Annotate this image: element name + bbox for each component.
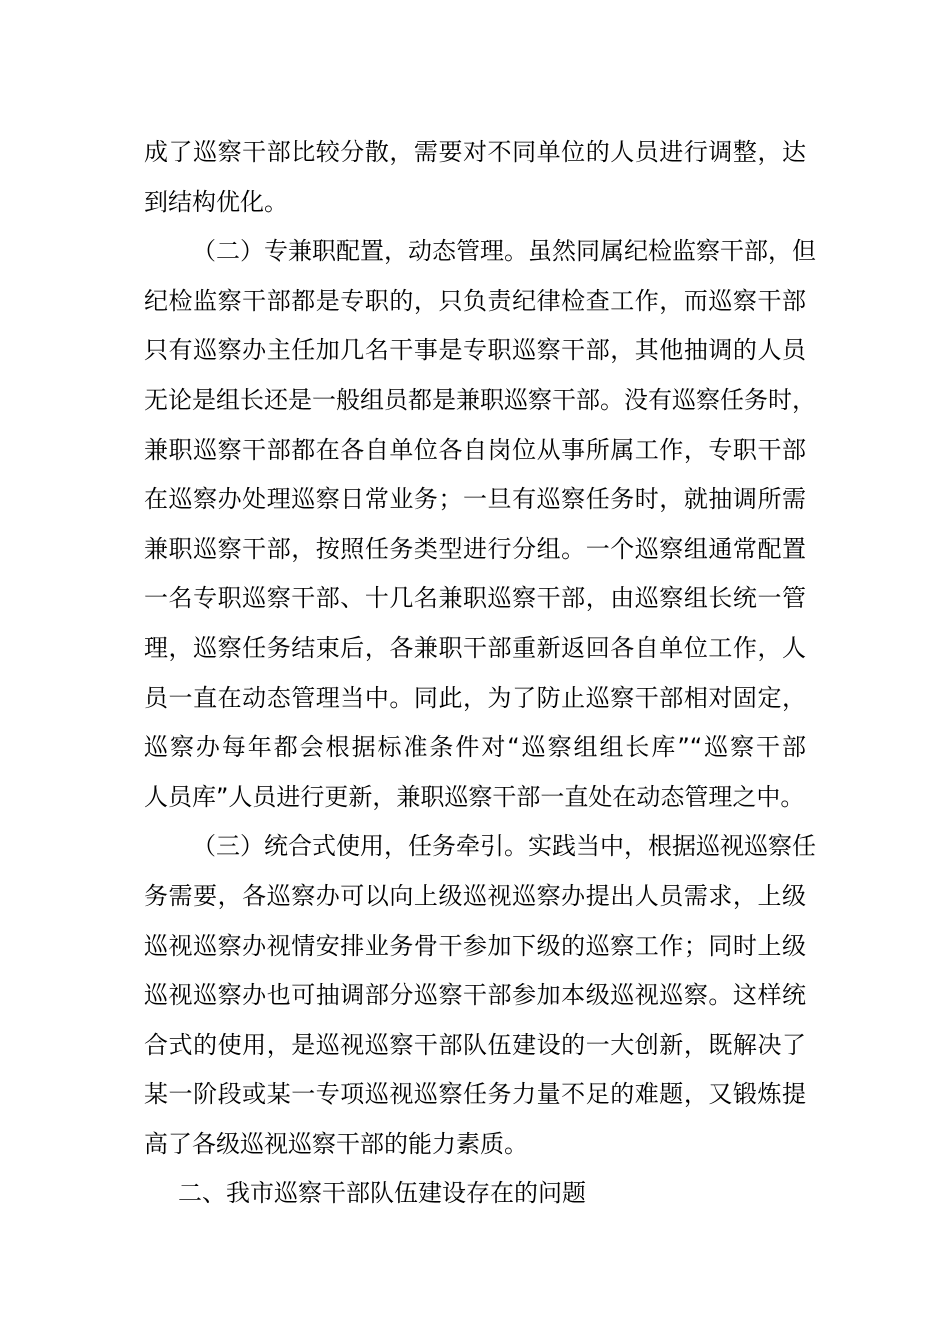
text-line: 巡察办每年都会根据标准条件对“巡察组组长库”“巡察干部 xyxy=(144,733,806,762)
text-line: 某一阶段或某一专项巡视巡察任务力量不足的难题，又锻炼提 xyxy=(144,1080,806,1109)
text-line: 兼职巡察干部都在各自单位各自岗位从事所属工作，专职干部 xyxy=(144,435,806,464)
text-line: 合式的使用，是巡视巡察干部队伍建设的一大创新，既解决了 xyxy=(144,1030,806,1059)
section-heading: 二、我市巡察干部队伍建设存在的问题 xyxy=(178,1179,586,1208)
text-line: 成了巡察干部比较分散，需要对不同单位的人员进行调整，达 xyxy=(144,138,806,166)
text-line: 务需要，各巡察办可以向上级巡视巡察办提出人员需求，上级 xyxy=(144,881,806,910)
text-line: 只有巡察办主任加几名干事是专职巡察干部，其他抽调的人员 xyxy=(144,336,806,365)
text-line: 到结构优化。 xyxy=(144,187,288,216)
text-line: 纪检监察干部都是专职的，只负责纪律检查工作，而巡察干部 xyxy=(144,286,806,315)
paragraph-start-line: （二）专兼职配置，动态管理。虽然同属纪检监察干部，但 xyxy=(192,237,816,266)
document-body xyxy=(144,128,816,1219)
text-line: 高了各级巡视巡察干部的能力素质。 xyxy=(144,1129,528,1158)
text-line: 在巡察办处理巡察日常业务；一旦有巡察任务时，就抽调所需 xyxy=(144,485,806,514)
text-line: 员一直在动态管理当中。同此，为了防止巡察干部相对固定， xyxy=(144,683,806,712)
text-line: 巡视巡察办视情安排业务骨干参加下级的巡察工作；同时上级 xyxy=(144,931,806,960)
text-line: 一名专职巡察干部、十几名兼职巡察干部，由巡察组长统一管 xyxy=(144,584,806,613)
text-line: 人员库”人员进行更新，兼职巡察干部一直处在动态管理之中。 xyxy=(144,782,805,811)
text-line: 无论是组长还是一般组员都是兼职巡察干部。没有巡察任务时， xyxy=(144,385,816,414)
text-line: 理，巡察任务结束后，各兼职干部重新返回各自单位工作，人 xyxy=(144,633,806,662)
paragraph-start-line: （三）统合式使用，任务牵引。实践当中，根据巡视巡察任 xyxy=(192,832,816,861)
text-line: 巡视巡察办也可抽调部分巡察干部参加本级巡视巡察。这样统 xyxy=(144,981,806,1010)
text-line: 兼职巡察干部，按照任务类型进行分组。一个巡察组通常配置 xyxy=(144,534,806,563)
